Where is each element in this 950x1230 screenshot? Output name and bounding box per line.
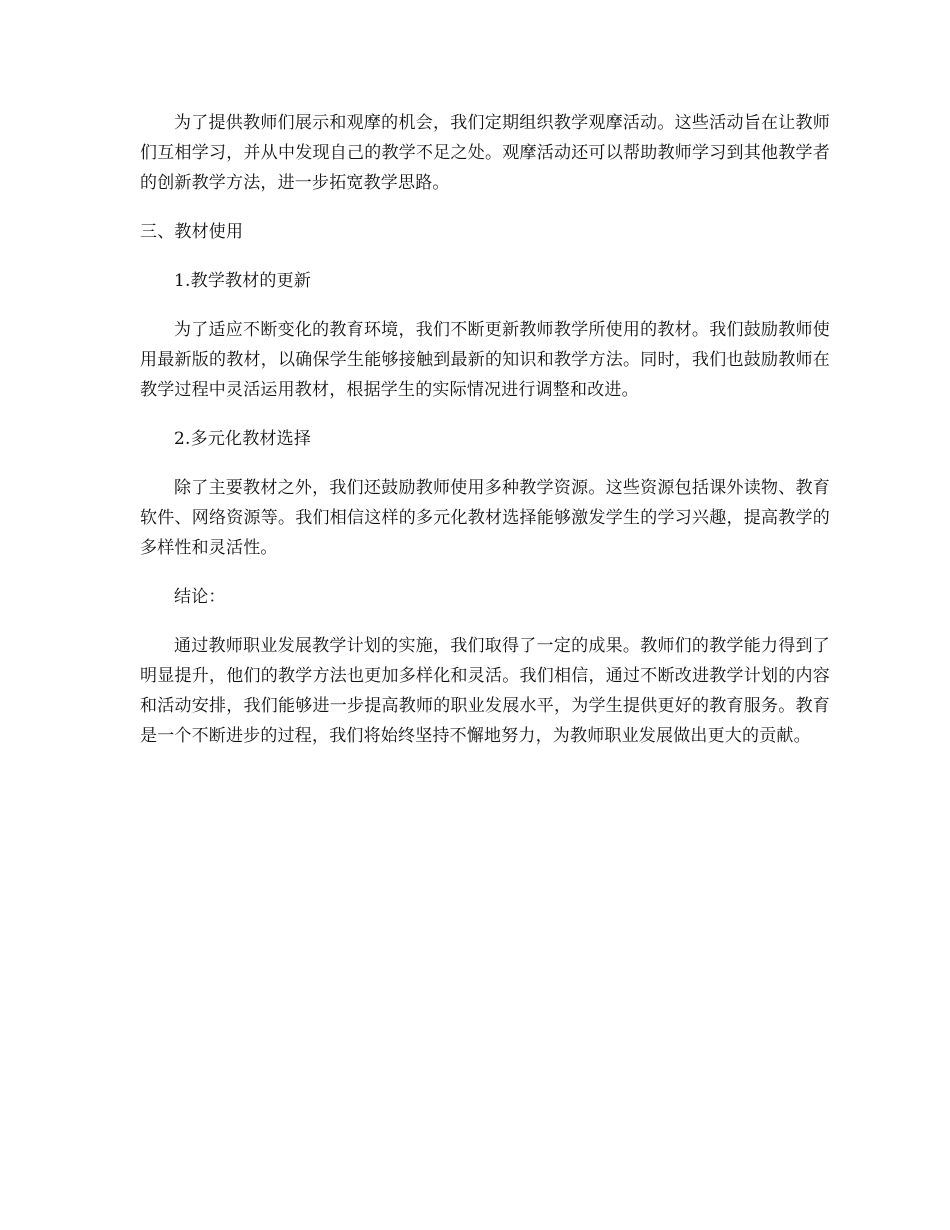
section-heading-textbook-use: 三、教材使用 — [140, 222, 244, 242]
paragraph-diverse-textbooks: 除了主要教材之外，我们还鼓励教师使用多种教学资源。这些资源包括课外读物、教育软件、网络资源等。我们相信这样的多元化教材选择能够激发学生的学习兴趣，提高教学的多样性和灵活性。 — [140, 478, 830, 558]
paragraph-observation-activities: 为了提供教师们展示和观摩的机会，我们定期组织教学观摩活动。这些活动旨在让教师们互相学习，并从中发现自己的教学不足之处。观摩活动还可以帮助教师学习到其他教学者的创新教学方法，进一步拓宽教学思路。 — [140, 113, 830, 193]
paragraph-textbook-update: 为了适应不断变化的教育环境，我们不断更新教师教学所使用的教材。我们鼓励教师使用最新版的教材，以确保学生能够接触到最新的知识和教学方法。同时，我们也鼓励教师在教学过程中灵活运用教材，根据学生的实际情况进行调整和改进。 — [140, 320, 830, 400]
subheading-textbook-update: 1.教学教材的更新 — [174, 271, 312, 291]
subheading-conclusion: 结论： — [174, 587, 226, 607]
document-body — [140, 108, 830, 770]
subheading-diverse-textbooks: 2.多元化教材选择 — [174, 429, 312, 449]
paragraph-conclusion: 通过教师职业发展教学计划的实施，我们取得了一定的成果。教师们的教学能力得到了明显提升，他们的教学方法也更加多样化和灵活。我们相信，通过不断改进教学计划的内容和活动安排，我们能够进一步提高教师的职业发展水平，为学生提供更好的教育服务。教育是一个不断进步的过程，我们将始终坚持不懈地努力，为教师职业发展做出更大的贡献。 — [140, 636, 830, 746]
